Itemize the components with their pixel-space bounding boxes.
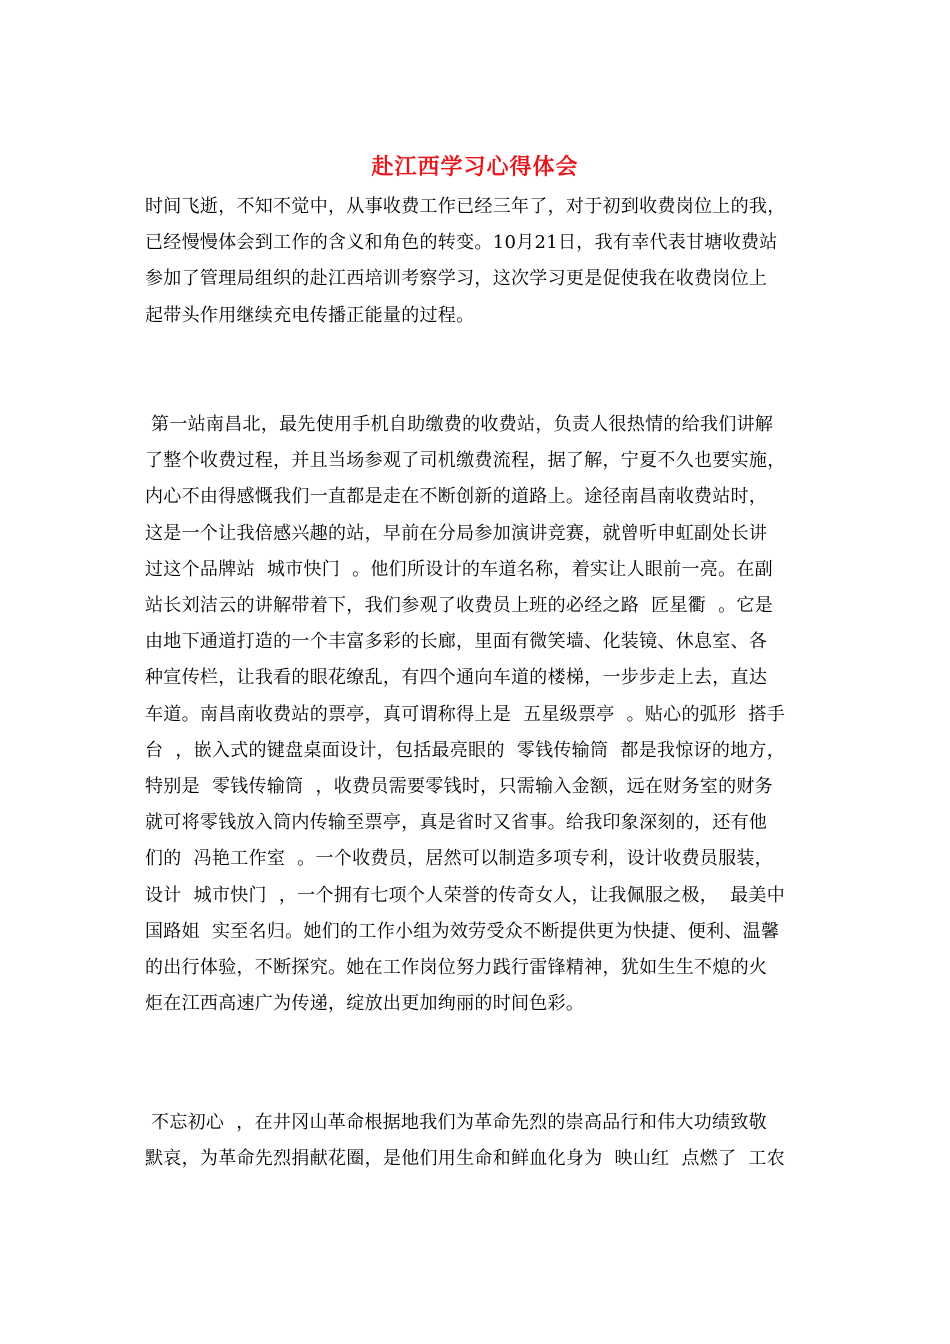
paragraph-2-line: 第一站南昌北，最先使用手机自助缴费的收费站，负责人很热情的给我们讲解: [145, 414, 774, 435]
paragraph-2-line: 们的 冯艳工作室 。一个收费员，居然可以制造多项专利，设计收费员服装，: [145, 848, 773, 870]
paragraph-2-line: 过这个品牌站 城市快门 。他们所设计的车道名称，着实让人眼前一亮。在副: [145, 558, 773, 580]
paragraph-2-line: 种宣传栏，让我看的眼花缭乱，有四个通向车道的楼梯，一步步走上去，直达: [145, 667, 768, 689]
paragraph-2-line: 由地下通道打造的一个丰富多彩的长廊，里面有微笑墙、化装镜、休息室、各: [145, 631, 768, 653]
paragraph-2-line: 的出行体验，不断探究。她在工作岗位努力践行雷锋精神，犹如生生不熄的火: [145, 957, 768, 978]
paragraph-2-line: 设计 城市快门 ，一个拥有七项个人荣誉的传奇女人，让我佩服之极， 最美中: [145, 884, 786, 906]
paragraph-1-line: 参加了管理局组织的赴江西培训考察学习，这次学习更是促使我在收费岗位上: [145, 268, 768, 290]
paragraph-1-line: 起带头作用继续充电传播正能量的过程。: [145, 304, 475, 326]
paragraph-1-line: 已经慢慢体会到工作的含义和角色的转变。10月21日，我有幸代表甘塘收费站: [145, 232, 778, 254]
paragraph-2-line: 车道。南昌南收费站的票亭，真可谓称得上是 五星级票亭 。贴心的弧形 搭手: [145, 703, 786, 725]
paragraph-2-line: 特别是 零钱传输筒 ，收费员需要零钱时，只需输入金额，远在财务室的财务: [145, 776, 773, 797]
paragraph-3-line: 默哀，为革命先烈捐献花圈，是他们用生命和鲜血化身为 映山红 点燃了 工农: [145, 1148, 786, 1170]
paragraph-2-line: 就可将零钱放入筒内传输至票亭，真是省时又省事。给我印象深刻的，还有他: [145, 812, 768, 834]
paragraph-2-line: 这是一个让我倍感兴趣的站，早前在分局参加演讲竞赛，就曾听申虹副处长讲: [145, 522, 768, 544]
paragraph-2-line: 站长刘洁云的讲解带着下，我们参观了收费员上班的必经之路 匠星衢 。它是: [145, 595, 773, 616]
paragraph-3-line: 不忘初心 ，在井冈山革命根据地我们为革命先烈的崇高品行和伟大功绩致敬: [145, 1112, 767, 1133]
paragraph-1-line: 时间飞逝，不知不觉中，从事收费工作已经三年了，对于初到收费岗位上的我，: [145, 196, 786, 217]
paragraph-2-line: 了整个收费过程，并且当场参观了司机缴费流程，据了解，宁夏不久也要实施，: [145, 450, 786, 472]
paragraph-2-line: 炬在江西高速广为传递，绽放出更加绚丽的时间色彩。: [145, 993, 585, 1015]
paragraph-2-line: 台 ，嵌入式的键盘桌面设计，包括最亮眼的 零钱传输筒 都是我惊讶的地方，: [145, 739, 786, 761]
paragraph-2-line: 国路姐 实至名归。她们的工作小组为效劳受众不断提供更为快捷、便利、温馨: [145, 920, 780, 942]
paragraph-2-line: 内心不由得感慨我们一直都是走在不断创新的道路上。途径南昌南收费站时，: [145, 486, 768, 508]
document-title: 赴江西学习心得体会: [371, 154, 579, 180]
